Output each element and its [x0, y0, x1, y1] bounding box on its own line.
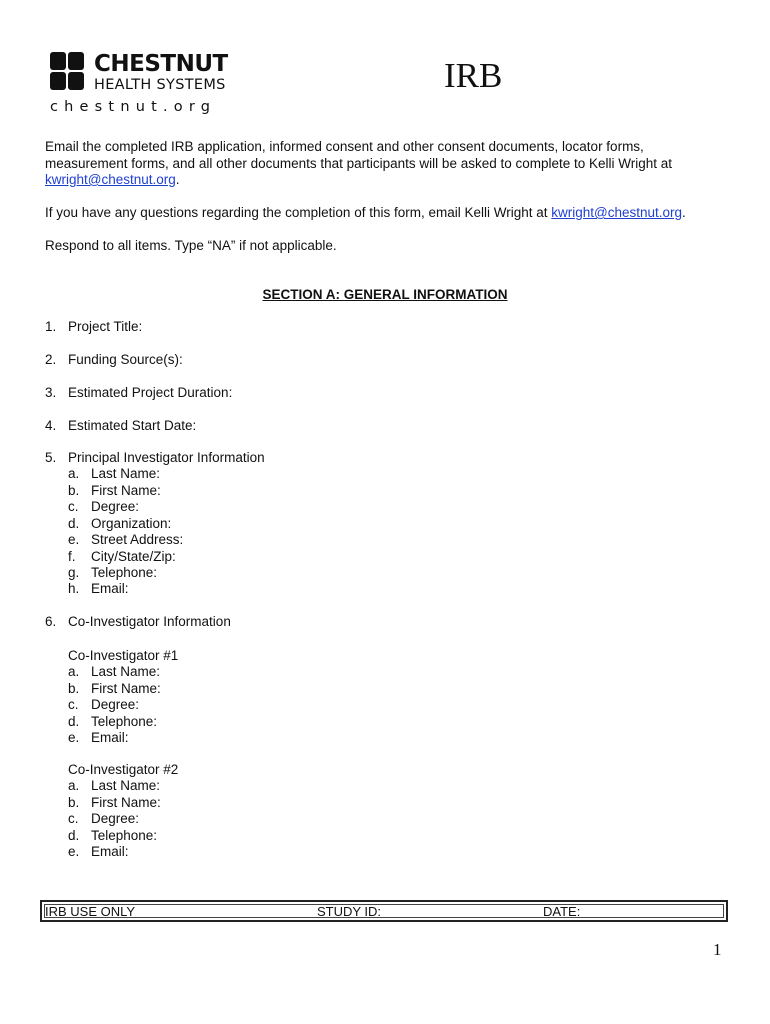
- co-investigator-2-heading: Co-Investigator #2: [68, 762, 179, 777]
- field-label: Degree:: [91, 697, 140, 712]
- field-label: Organization:: [91, 516, 172, 531]
- section-title: SECTION A: GENERAL INFORMATION: [262, 287, 508, 302]
- co-investigator-field: [68, 778, 160, 795]
- field-letter: e.: [68, 532, 80, 547]
- co-investigator-field: [68, 828, 157, 845]
- field-label: First Name:: [91, 681, 161, 696]
- pi-field: [68, 499, 139, 516]
- item-number: 3.: [45, 385, 57, 400]
- field-letter: b.: [68, 681, 80, 696]
- intro-paragraph-1-end: .: [175, 172, 180, 187]
- field-label: First Name:: [91, 795, 161, 810]
- pi-field: [68, 516, 171, 533]
- item-label: Principal Investigator Information: [68, 450, 265, 465]
- field-letter: d.: [68, 714, 80, 729]
- email-link[interactable]: kwright@chestnut.org: [551, 205, 683, 220]
- field-label: Telephone:: [91, 828, 158, 843]
- field-label: Last Name:: [91, 466, 161, 481]
- item-label: Funding Source(s):: [68, 352, 183, 367]
- irb-use-only-box: [40, 900, 728, 922]
- intro-paragraph-2: [45, 205, 725, 222]
- co-investigator-field: [68, 664, 160, 681]
- field-label: Last Name:: [91, 664, 161, 679]
- date-label: DATE:: [543, 904, 581, 919]
- field-letter: g.: [68, 565, 80, 580]
- item-number: 6.: [45, 614, 57, 629]
- logo-url: chestnut.org: [50, 99, 217, 115]
- study-id-label: STUDY ID:: [317, 904, 382, 919]
- field-label: First Name:: [91, 483, 161, 498]
- field-letter: e.: [68, 844, 80, 859]
- logo-subtitle: HEALTH SYSTEMS: [94, 77, 226, 93]
- field-letter: b.: [68, 483, 80, 498]
- list-item-funding-source: [45, 352, 183, 369]
- item-label: Estimated Start Date:: [68, 418, 197, 433]
- field-label: Email:: [91, 581, 129, 596]
- item-label: Co-Investigator Information: [68, 614, 231, 629]
- item-number: 1.: [45, 319, 57, 334]
- irb-box-inner-border: [44, 904, 724, 918]
- list-item-start-date: [45, 418, 196, 435]
- item-number: 4.: [45, 418, 57, 433]
- field-letter: e.: [68, 730, 80, 745]
- co-investigator-field: [68, 697, 139, 714]
- chestnut-logo: [50, 52, 235, 118]
- field-letter: a.: [68, 466, 80, 481]
- chestnut-logo-mark-icon: [50, 52, 86, 92]
- logo-name: CHESTNUT: [94, 51, 228, 77]
- field-label: Telephone:: [91, 565, 158, 580]
- intro-paragraph-2-text: If you have any questions regarding the completion of this form, email Kelli Wright at: [45, 205, 552, 220]
- intro-paragraph-1-text: Email the completed IRB application, informed consent and other consent documents, locator forms, measurement forms, and all other documents that participants will be asked to complete to Kelli Wright at: [45, 139, 673, 171]
- intro-paragraph-2-end: .: [682, 205, 686, 220]
- page-number: 1: [713, 940, 722, 959]
- co-investigator-field: [68, 681, 161, 698]
- field-letter: d.: [68, 516, 80, 531]
- field-letter: c.: [68, 697, 79, 712]
- field-label: Telephone:: [91, 714, 158, 729]
- field-letter: f.: [68, 549, 76, 564]
- co-investigator-field: [68, 714, 157, 731]
- pi-field: [68, 483, 161, 500]
- co-investigator-field: [68, 844, 129, 861]
- field-label: Degree:: [91, 811, 140, 826]
- co-investigator-1-heading: Co-Investigator #1: [68, 648, 179, 663]
- field-letter: a.: [68, 664, 80, 679]
- field-label: Email:: [91, 844, 129, 859]
- pi-field: [68, 549, 176, 566]
- co-investigator-field: [68, 811, 139, 828]
- field-label: Email:: [91, 730, 129, 745]
- list-item-project-title: [45, 319, 142, 336]
- field-letter: c.: [68, 811, 79, 826]
- field-label: Street Address:: [91, 532, 184, 547]
- pi-field: [68, 532, 183, 549]
- item-label: Estimated Project Duration:: [68, 385, 233, 400]
- list-item-principal-investigator: [45, 450, 265, 467]
- co-investigator-field: [68, 730, 129, 747]
- field-letter: c.: [68, 499, 79, 514]
- co-investigator-field: [68, 795, 161, 812]
- field-label: Last Name:: [91, 778, 161, 793]
- list-item-co-investigator: [45, 614, 231, 631]
- page-title: IRB: [444, 56, 503, 95]
- email-link[interactable]: kwright@chestnut.org: [45, 172, 176, 187]
- pi-field: [68, 466, 160, 483]
- pi-field: [68, 565, 157, 582]
- field-letter: b.: [68, 795, 80, 810]
- list-item-project-duration: [45, 385, 232, 402]
- intro-paragraph-1: [45, 139, 725, 189]
- item-number: 2.: [45, 352, 57, 367]
- field-letter: a.: [68, 778, 80, 793]
- field-letter: d.: [68, 828, 80, 843]
- pi-field: [68, 581, 129, 598]
- field-label: Degree:: [91, 499, 140, 514]
- item-label: Project Title:: [68, 319, 143, 334]
- intro-paragraph-3: Respond to all items. Type “NA” if not applicable.: [45, 238, 337, 253]
- field-label: City/State/Zip:: [91, 549, 176, 564]
- field-letter: h.: [68, 581, 80, 596]
- irb-use-only-label: IRB USE ONLY: [45, 904, 136, 919]
- item-number: 5.: [45, 450, 57, 465]
